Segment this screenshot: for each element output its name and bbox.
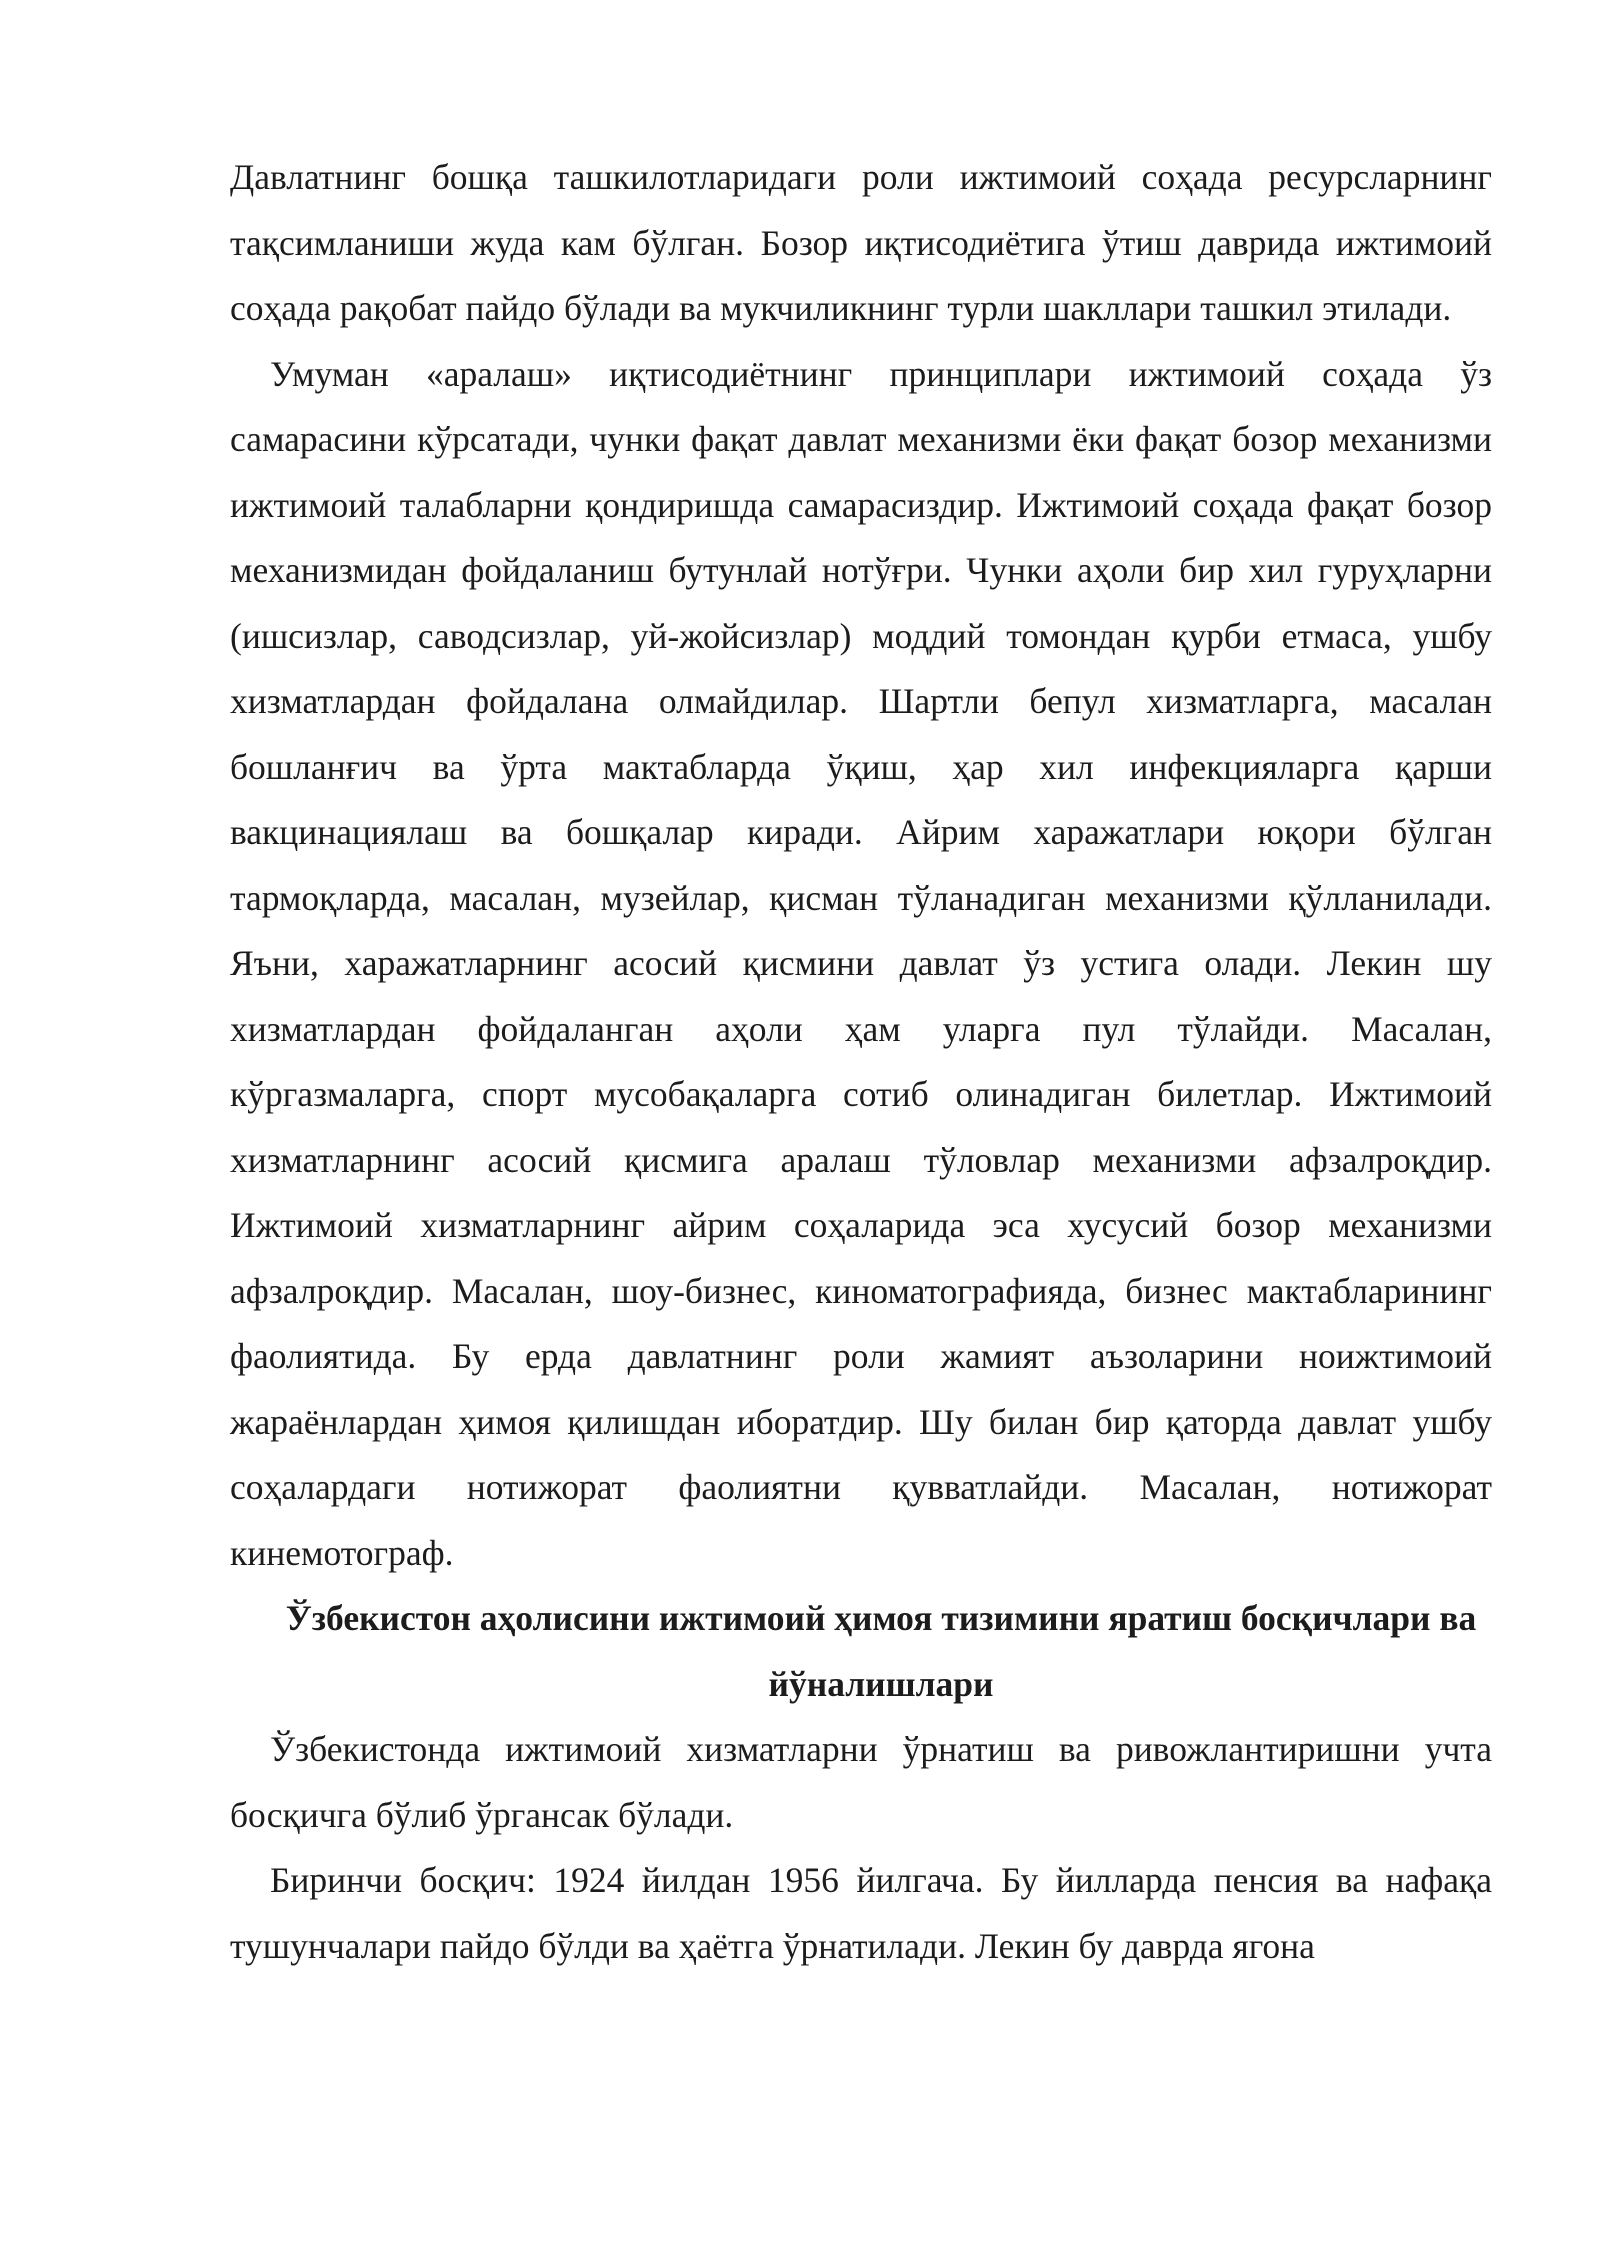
paragraph-first-stage: Биринчи босқич: 1924 йилдан 1956 йилгача. Бу йилларда пенсия ва нафақа тушунчалари пайдо бўлди ва ҳаётга ўрнатилади. Лекин бу даврда ягона <box>230 1860 1492 1966</box>
document-page <box>230 145 1492 1979</box>
paragraph-mixed-economy: Умуман «аралаш» иқтисодиётнинг принциплари ижтимоий соҳада ўз самарасини кўрсатади, чунки фақат давлат механизми ёки фақат бозор механизми ижтимоий талабларни қондиришда самарасиздир. Ижтимоий соҳада фақат бозор механизмидан фойдаланиш бутунлай нотўғри. Чунки аҳоли бир хил гуруҳларни (ишсизлар, саводсизлар, уй-жойсизлар) моддий томондан қурби етмаса, ушбу хизматлардан фойдалана олмайдилар. Шартли бепул хизматларга, масалан бошланғич ва ўрта мактабларда ўқиш, ҳар хил инфекцияларга қарши вакцинациялаш ва бошқалар киради. Айрим харажатлари юқори бўлган тармоқларда, масалан, музейлар, қисман тўланадиган механизми қўлланилади. Яъни, харажатларнинг асосий қисмини давлат ўз устига олади. Лекин шу хизматлардан фойдаланган аҳоли ҳам уларга пул тўлайди. Масалан, кўргазмаларга, спорт мусобақаларга сотиб олинадиган билетлар. Ижтимоий хизматларнинг асосий қисмига аралаш тўловлар механизми афзалроқдир. Ижтимоий хизматларнинг айрим соҳаларида эса хусусий бозор механизми афзалроқдир. Масалан, шоу-бизнес, киноматографияда, бизнес мактабларининг фаолиятида. Бу ерда давлатнинг роли жамият аъзоларини ноижтимоий жараёнлардан ҳимоя қилишдан иборатдир. Шу билан бир қаторда давлат ушбу соҳалардаги нотижорат фаолиятни қувватлайди. Масалан, нотижорат кинемотограф. <box>230 353 1492 1573</box>
paragraph-three-stages: Ўзбекистонда ижтимоий хизматларни ўрнатиш ва ривожлантиришни учта босқичга бўлиб ўргансак бўлади. <box>230 1729 1492 1835</box>
section-heading: Ўзбекистон аҳолисини ижтимоий ҳимоя тизимини яратиш босқичлари ва йўналишлари <box>285 1598 1477 1704</box>
paragraph-state-role: Давлатнинг бошқа ташкилотларидаги роли ижтимоий соҳада ресурсларнинг тақсимланиши жуда кам бўлган. Бозор иқтисодиётига ўтиш даврида ижтимоий соҳада рақобат пайдо бўлади ва мукчиликнинг турли шакллари ташкил этилади. <box>230 157 1492 328</box>
